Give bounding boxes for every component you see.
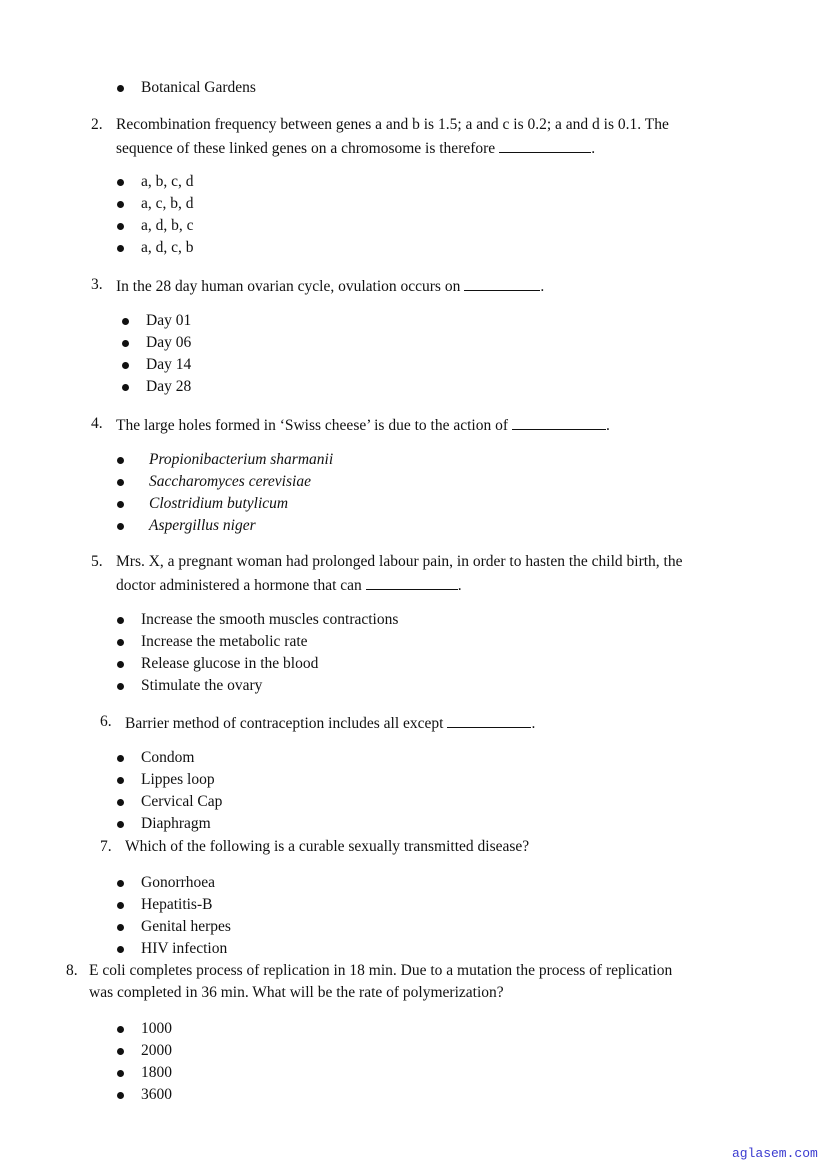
answer-blank: [447, 713, 531, 728]
bullet-icon: [117, 457, 124, 464]
option-text: Clostridium butylicum: [149, 495, 289, 512]
question-number: 7.: [100, 838, 112, 855]
bullet-icon: [117, 85, 124, 92]
option-text: Lippes loop: [141, 771, 215, 788]
question-line: E coli completes process of replication in 18 min. Due to a mutation the process of replication: [89, 962, 673, 979]
bullet-icon: [117, 799, 124, 806]
option-text: Day 01: [146, 312, 192, 329]
option-text: 3600: [141, 1086, 172, 1103]
question-line: Barrier method of contraception includes all except: [125, 715, 444, 732]
bullet-icon: [122, 340, 129, 347]
option-text: a, c, b, d: [141, 195, 194, 212]
option-text: Stimulate the ovary: [141, 677, 263, 694]
question-line: Mrs. X, a pregnant woman had prolonged labour pain, in order to hasten the child birth, the: [116, 553, 683, 570]
option-text: Increase the smooth muscles contractions: [141, 611, 399, 628]
option-text: Propionibacterium sharmanii: [149, 451, 334, 468]
option-text: Aspergillus niger: [149, 517, 256, 534]
question-line: doctor administered a hormone that can: [116, 577, 362, 594]
option-text: Day 28: [146, 378, 192, 395]
option-text: Increase the metabolic rate: [141, 633, 308, 650]
bullet-icon: [117, 1070, 124, 1077]
bullet-icon: [117, 201, 124, 208]
watermark: aglasem.com: [732, 1146, 818, 1161]
bullet-icon: [117, 661, 124, 668]
punctuation: .: [591, 140, 596, 157]
question-text: [116, 276, 544, 296]
question-number: 8.: [66, 962, 78, 979]
bullet-icon: [117, 946, 124, 953]
bullet-icon: [117, 755, 124, 762]
question-text: [116, 553, 682, 571]
bullet-icon: [117, 821, 124, 828]
bullet-icon: [117, 479, 124, 486]
bullet-icon: [117, 880, 124, 887]
bullet-icon: [117, 617, 124, 624]
question-text: [116, 138, 595, 158]
answer-blank: [512, 415, 606, 430]
question-text: [125, 713, 535, 733]
question-line: Which of the following is a curable sexually transmitted disease?: [125, 838, 530, 855]
bullet-icon: [117, 501, 124, 508]
option-text: Diaphragm: [141, 815, 211, 832]
answer-blank: [499, 138, 591, 153]
option-text: a, d, b, c: [141, 217, 194, 234]
bullet-icon: [117, 1092, 124, 1099]
bullet-icon: [122, 318, 129, 325]
bullet-icon: [117, 639, 124, 646]
bullet-icon: [117, 245, 124, 252]
bullet-icon: [122, 362, 129, 369]
option-text: Hepatitis-B: [141, 896, 213, 913]
question-text: [89, 962, 672, 980]
question-text: [116, 575, 462, 595]
question-line: The large holes formed in ‘Swiss cheese’ is due to the action of: [116, 417, 508, 434]
option-text: Saccharomyces cerevisiae: [149, 473, 311, 490]
option-text: Condom: [141, 749, 195, 766]
question-number: 3.: [91, 276, 103, 293]
bullet-icon: [117, 683, 124, 690]
option-text: Cervical Cap: [141, 793, 223, 810]
question-number: 6.: [100, 713, 112, 730]
bullet-icon: [117, 777, 124, 784]
option-text: Release glucose in the blood: [141, 655, 319, 672]
answer-blank: [464, 276, 540, 291]
option-text: Botanical Gardens: [141, 79, 256, 96]
question-line: was completed in 36 min. What will be the rate of polymerization?: [89, 984, 504, 1001]
option-text: 1800: [141, 1064, 172, 1081]
question-number: 5.: [91, 553, 103, 570]
bullet-icon: [117, 523, 124, 530]
bullet-icon: [117, 179, 124, 186]
question-line: Recombination frequency between genes a and b is 1.5; a and c is 0.2; a and d is 0.1. The: [116, 116, 669, 133]
option-text: Day 06: [146, 334, 192, 351]
question-text: [116, 116, 669, 134]
bullet-icon: [117, 1026, 124, 1033]
question-line: In the 28 day human ovarian cycle, ovulation occurs on: [116, 278, 461, 295]
option-text: Gonorrhoea: [141, 874, 216, 891]
punctuation: .: [605, 417, 610, 434]
question-line: sequence of these linked genes on a chromosome is therefore: [116, 140, 496, 157]
answer-blank: [366, 575, 458, 590]
punctuation: .: [457, 577, 462, 594]
question-text: [89, 984, 504, 1002]
option-text: a, d, c, b: [141, 239, 194, 256]
question-text: [116, 415, 610, 435]
option-text: HIV infection: [141, 940, 228, 957]
bullet-icon: [117, 1048, 124, 1055]
option-text: a, b, c, d: [141, 173, 194, 190]
question-text: [125, 838, 529, 856]
punctuation: .: [531, 715, 536, 732]
question-number: 4.: [91, 415, 103, 432]
question-number: 2.: [91, 116, 103, 133]
option-text: Genital herpes: [141, 918, 231, 935]
bullet-icon: [117, 924, 124, 931]
punctuation: .: [540, 278, 545, 295]
option-text: Day 14: [146, 356, 192, 373]
option-text: 1000: [141, 1020, 172, 1037]
option-text: 2000: [141, 1042, 172, 1059]
bullet-icon: [122, 384, 129, 391]
bullet-icon: [117, 223, 124, 230]
bullet-icon: [117, 902, 124, 909]
